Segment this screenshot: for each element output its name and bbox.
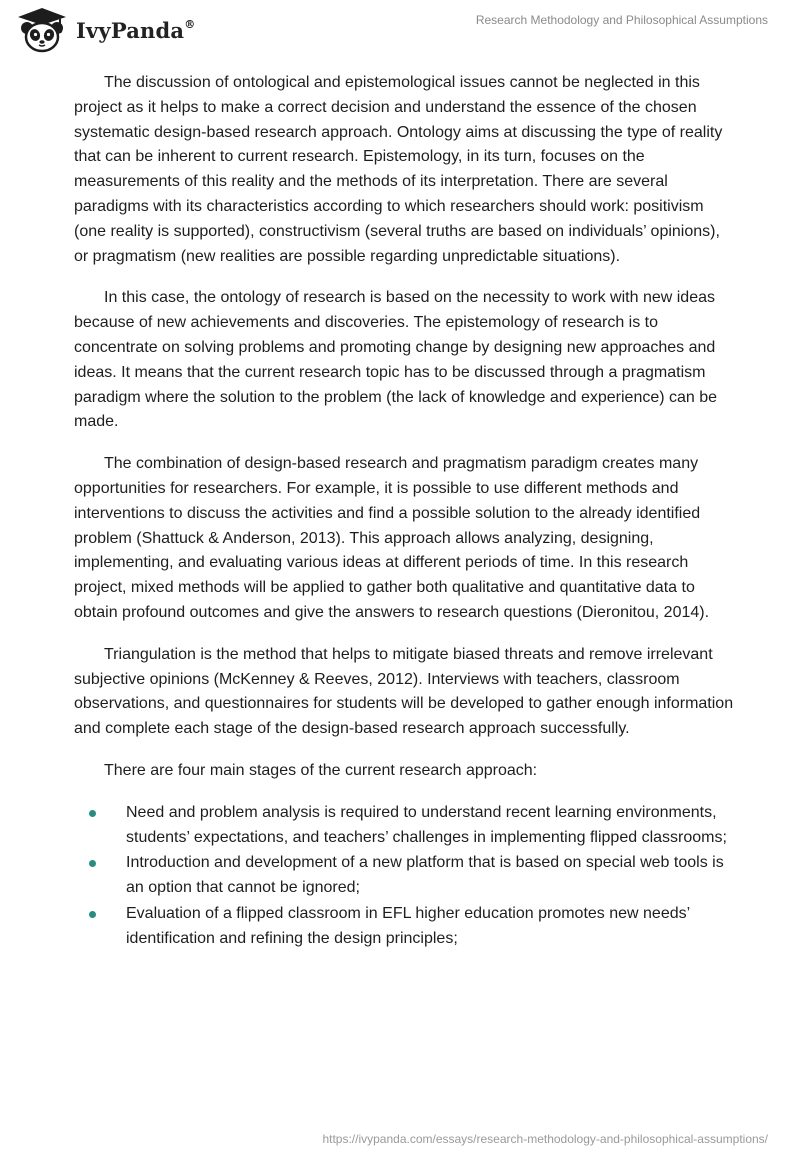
list-item	[74, 851, 734, 901]
paragraph: The discussion of ontological and epistemological issues cannot be neglected in this project as it helps to make a correct decision and understand the essence of the chosen systematic design-based research approach. Ontology aims at discussing the type of reality that can be inherent to current research. Epistemology, in its turn, focuses on the measurements of this reality and the methods of its interpretation. There are several paradigms with its characteristics according to which researchers should work: positivism (one reality is supported), constructivism (several truths are based on individuals’ opinions), or pragmatism (new realities are possible regarding unpredictable situations).	[74, 74, 723, 265]
bullet-icon	[89, 911, 96, 918]
list-item-text: Need and problem analysis is required to understand recent learning environments, students’ expectations, and teachers’ challenges in implementing flipped classrooms;	[126, 803, 727, 846]
panda-graduate-icon	[14, 6, 70, 54]
source-url[interactable]: https://ivypanda.com/essays/research-methodology-and-philosophical-assumptions/	[322, 1132, 768, 1146]
paragraph: Triangulation is the method that helps to mitigate biased threats and remove irrelevant subjective opinions (McKenney & Reeves, 2012). Interviews with teachers, classroom observations, and questionnaires for students will be developed to gather enough information and complete each stage of the design-based research approach successfully.	[74, 645, 734, 738]
registered-mark: ®	[184, 17, 196, 31]
paragraph: In this case, the ontology of research is based on the necessity to work with new ideas because of new achievements and discoveries. The epistemology of research is to concentrate on solving problems and promoting change by designing new approaches and ideas. It means that the current research topic has to be discussed through a pragmatism paradigm where the solution to the problem (the lack of knowledge and experience) can be made.	[74, 289, 718, 431]
bullet-icon	[89, 860, 96, 867]
brand-name: IvyPanda®	[76, 17, 196, 43]
ivypanda-logo[interactable]	[14, 6, 195, 54]
list-item-text: Evaluation of a flipped classroom in EFL higher education promotes new needs’ identification and refining the design principles;	[126, 904, 690, 947]
essay-body	[74, 71, 734, 953]
paragraph: The combination of design-based research and pragmatism paradigm creates many opportunities for researchers. For example, it is possible to use different methods and interventions to discuss the activities and find a possible solution to the already identified problem (Shattuck & Anderson, 2013). This approach allows analyzing, designing, implementing, and evaluating various ideas at different periods of time. In this research project, mixed methods will be applied to gather both qualitative and quantitative data to obtain profound outcomes and give the answers to research questions (Dieronitou, 2014).	[74, 455, 710, 621]
list-item	[74, 801, 734, 851]
list-item-text: Introduction and development of a new platform that is based on special web tools is an option that cannot be ignored;	[126, 854, 724, 897]
bullet-icon	[89, 810, 96, 817]
document-title: Research Methodology and Philosophical Assumptions	[475, 13, 768, 27]
paragraph: There are four main stages of the current research approach:	[104, 761, 538, 779]
list-item	[74, 902, 734, 952]
page-header	[0, 0, 800, 70]
stages-list	[74, 801, 734, 952]
